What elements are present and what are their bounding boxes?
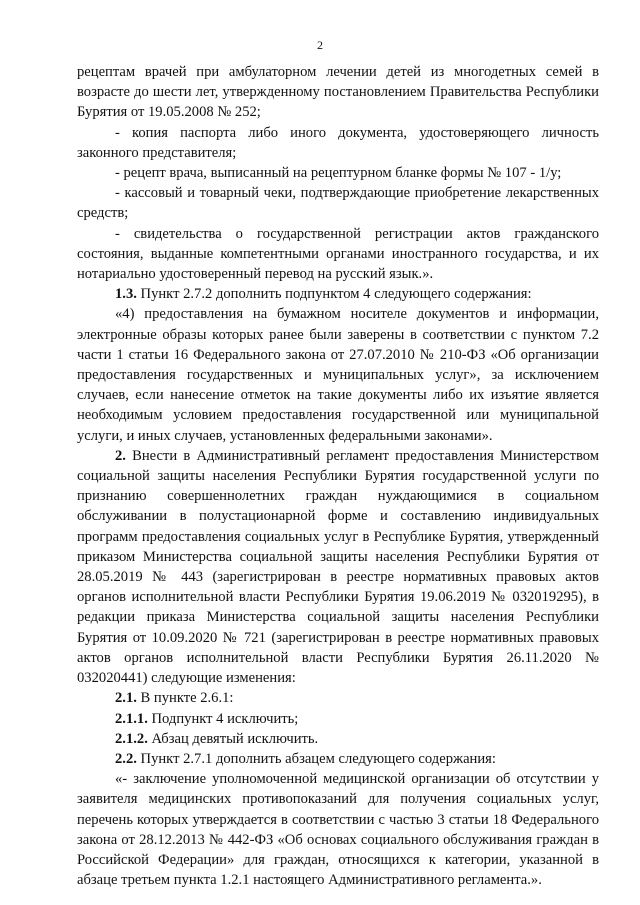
paragraph-passport-copy: - копия паспорта либо иного документа, удостоверяющего личность законного представителя; <box>77 124 599 161</box>
item-number: 2.2. <box>115 750 137 767</box>
paragraph-subpoint-4: «4) предоставления на бумажном носителе документов и информации, электронные образы которых ранее были заверены в соответствии с пунктом 7.2 части 1 статьи 16 Федерального закона от 27.07.2010 № 210-ФЗ «Об организации предоставления государственных и муниципальных услуг», за исключением случаев, если нанесение отметок на такие документы либо их изъятие является необходимым условием предоставления государственной или муниципальной услуги, и иных случаев, установленных федеральными законами». <box>77 306 599 444</box>
item-text: Пункт 2.7.1 дополнить абзацем следующего содержания: <box>136 750 496 767</box>
item-text: Внести в Административный регламент предоставления Министерством социальной защиты населения Республики Бурятия государственной услуги по признанию совершеннолетних граждан нуждающимися в социальном обслуживании в полустационарной форме и составлению индивидуальных программ предоставления социальных услуг в Республике Бурятия, утвержденный приказом Министерства социальной защиты населения Республики Бурятия от 28.05.2019 № 443 (зарегистрирован в реестре нормативных правовых актов органов исполнительной власти Республики Бурятия 19.06.2019 № 032019295), в редакции приказа Министерства социальной защиты населения Республики Бурятия от 10.09.2020 № 721 (зарегистрирован в реестре нормативных правовых актов органов исполнительной власти Республики Бурятия 26.11.2020 № 032020441) следующие изменения: <box>77 447 599 687</box>
item-number: 2.1.2. <box>115 730 148 747</box>
document-body <box>77 62 599 890</box>
paragraph-item-2 <box>77 446 599 688</box>
item-number: 1.3. <box>115 286 137 303</box>
paragraph-item-2-1 <box>77 688 599 708</box>
item-text: Подпункт 4 исключить; <box>147 710 299 727</box>
paragraph-receipts: - кассовый и товарный чеки, подтверждающие приобретение лекарственных средств; <box>77 185 599 222</box>
item-number: 2.1.1. <box>115 710 148 727</box>
paragraph-certificates: - свидетельства о государственной регистрации актов гражданского состояния, выданные компетентными органами иностранного государства, и их нотариально удостоверенный перевод на русский язык.». <box>77 225 599 283</box>
paragraph-doctor-prescription: - рецепт врача, выписанный на рецептурном бланке формы № 107 - 1/у; <box>115 165 562 182</box>
paragraph-medical-conclusion: «- заключение уполномоченной медицинской организации об отсутствии у заявителя медицинских противопоказаний для получения социальных услуг, перечень которых утверждается в соответствии с частью 3 статьи 18 Федерального закона от 28.12.2013 № 442-ФЗ «Об основах социального обслуживания граждан в Российской Федерации» для граждан, относящихся к категории, указанной в абзаце третьем пункта 1.2.1 настоящего Административного регламента.». <box>77 771 599 889</box>
paragraph-prescriptions: рецептам врачей при амбулаторном лечении детей из многодетных семей в возрасте до шести лет, утвержденному постановлением Правительства Республики Бурятия от 19.05.2008 № 252; <box>77 64 599 121</box>
item-number: 2. <box>115 447 126 464</box>
paragraph-item-1-3 <box>77 284 599 304</box>
item-text: Пункт 2.7.2 дополнить подпунктом 4 следующего содержания: <box>136 286 532 303</box>
item-number: 2.1. <box>115 690 137 707</box>
page-number: 2 <box>317 38 323 52</box>
paragraph-item-2-2 <box>77 749 599 769</box>
paragraph-item-2-1-2 <box>77 729 599 749</box>
item-text: Абзац девятый исключить. <box>147 730 319 747</box>
paragraph-item-2-1-1 <box>77 709 599 729</box>
item-text: В пункте 2.6.1: <box>136 690 234 707</box>
